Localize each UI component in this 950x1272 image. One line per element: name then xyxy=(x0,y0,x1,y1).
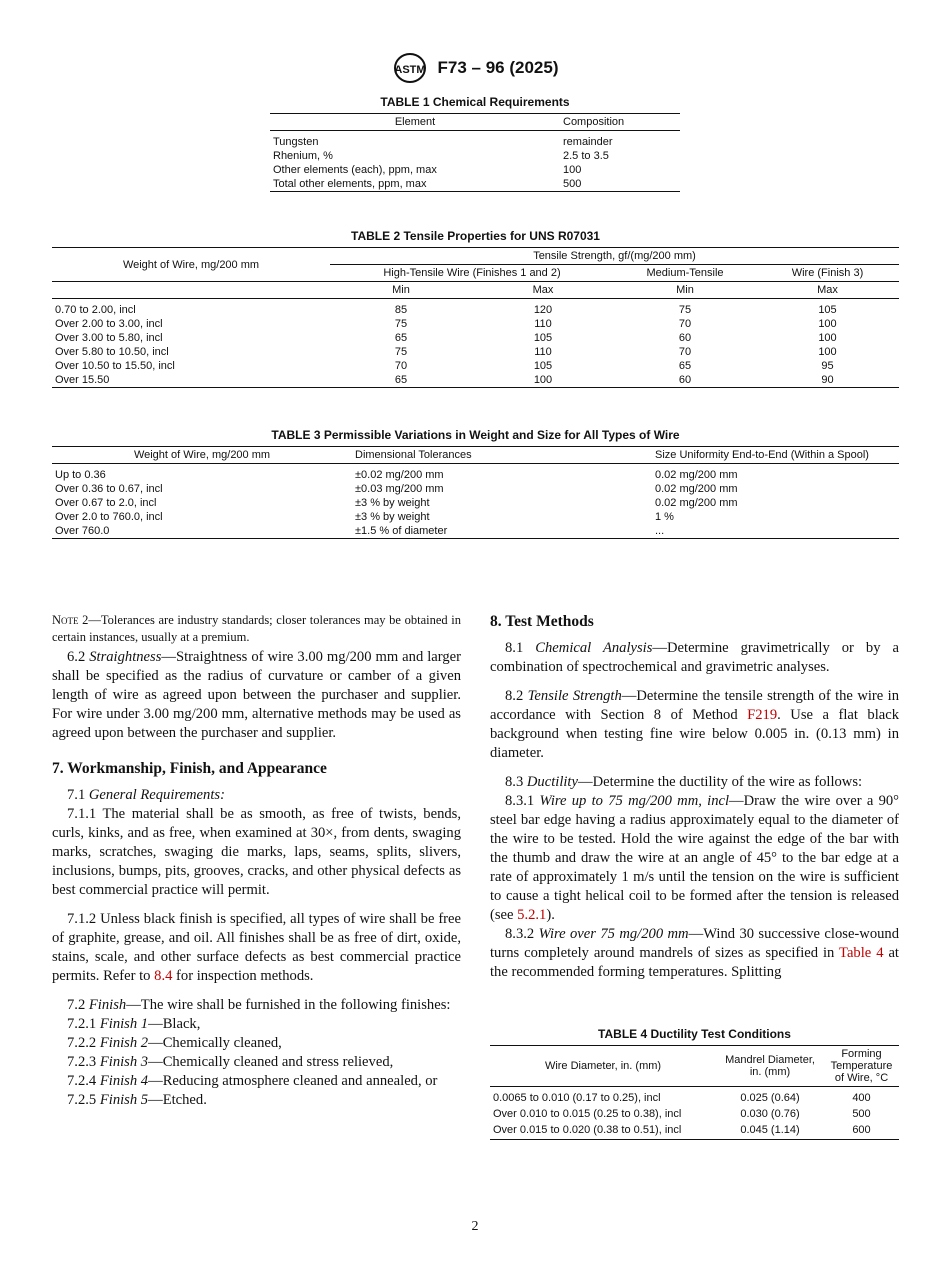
table-row: Over 10.50 to 15.50, incl 70 105 65 95 xyxy=(55,360,834,372)
left-column xyxy=(52,612,461,1110)
table2-header-min: Min xyxy=(392,284,410,296)
table2-header-min: Min xyxy=(676,284,694,296)
para-8-2: 8.2 Tensile Strength—Determine the tensile strength of the wire in accordance with Section 8 of Method F219. Use a flat black background when testing fine wire below 0.005 in. (0.13 mm) in diameter. xyxy=(490,688,900,761)
para-8-1: 8.1 Chemical Analysis—Determine gravimetrically or by a combination of spectrochemical and gravimetric analyses. xyxy=(490,640,900,675)
para-7-1-1: 7.1.1 The material shall be as smooth, as free of twists, bends, curls, kinks, and as free, when examined at 30×, from dents, swaging marks, scratches, swaging die marks, laps, seams, splits, slivers, inclusions, bumps, pits, grooves, cracks, and other physical defects as best commercial practice will permit. xyxy=(52,806,461,898)
table3-header-tolerances: Dimensional Tolerances xyxy=(355,449,472,461)
section-8-heading: 8. Test Methods xyxy=(490,613,594,630)
table-row: Over 2.00 to 3.00, incl 75 110 70 100 xyxy=(55,318,837,330)
table-row: Over 15.50 65 100 60 90 xyxy=(52,373,899,388)
table-row: Over 0.67 to 2.0, incl ±3 % by weight 0.02 mg/200 mm xyxy=(55,497,738,509)
table4-header-wire-diameter: Wire Diameter, in. (mm) xyxy=(544,1060,662,1072)
para-7-2-1: 7.2.1 Finish 1—Black, xyxy=(67,1016,201,1032)
table-row: Over 0.36 to 0.67, incl ±0.03 mg/200 mm 0.02 mg/200 mm xyxy=(55,483,738,495)
para-7-2-5: 7.2.5 Finish 5—Etched. xyxy=(67,1092,207,1108)
table2-header-strength: Tensile Strength, gf/(mg/200 mm) xyxy=(330,248,899,265)
para-7-2-4: 7.2.4 Finish 4—Reducing atmosphere cleaned and annealed, or xyxy=(67,1073,438,1089)
table2-header-weight: Weight of Wire, mg/200 mm xyxy=(122,258,260,271)
document-title: F73 – 96 (2025) xyxy=(437,58,559,77)
right-column xyxy=(490,612,899,982)
table1 xyxy=(270,113,680,192)
table-row: Over 0.010 to 0.015 (0.25 to 0.38), incl 0.030 (0.76) 500 xyxy=(493,1108,871,1120)
table-row: Rhenium, % 2.5 to 3.5 xyxy=(273,150,609,162)
table-row: Other elements (each), ppm, max 100 xyxy=(273,164,582,176)
table4 xyxy=(490,1045,899,1140)
table2-caption: TABLE 2 Tensile Properties for UNS R07031 xyxy=(351,229,600,243)
table3-header-weight: Weight of Wire, mg/200 mm xyxy=(133,449,271,461)
para-8-3-2: 8.3.2 Wire over 75 mg/200 mm—Wind 30 successive close-wound turns completely around mandrels of sizes as specified in Table 4 at the recommended forming temperatures. Splitting xyxy=(490,926,900,980)
link-5-2-1[interactable]: 5.2.1 xyxy=(517,907,547,923)
table3 xyxy=(52,446,899,539)
astm-logo-icon xyxy=(392,52,428,84)
table4-header-temperature: Forming Temperature of Wire, °C xyxy=(830,1048,893,1084)
para-8-3-1: 8.3.1 Wire up to 75 mg/200 mm, incl—Draw the wire over a 90° steel bar edge having a radius approximately equal to the diameter of the wire to be tested. Hold the wire against the edge of the bar with the thumb and draw the wire at an angle of 45° to the bar edge at a rate of approximately 1 m/s until the tension on the wire is sufficient to cause a tight helical coil to be formed after the tension is released (see 5.2.1). xyxy=(490,793,900,923)
table2 xyxy=(52,247,899,388)
table2-header-max: Max xyxy=(532,284,554,296)
table1-header-row xyxy=(270,114,680,131)
table4-caption: TABLE 4 Ductility Test Conditions xyxy=(598,1027,791,1041)
link-8-4[interactable]: 8.4 xyxy=(154,968,173,984)
table-row: Over 5.80 to 10.50, incl 75 110 70 100 xyxy=(55,346,837,358)
link-table-4[interactable]: Table 4 xyxy=(839,945,884,961)
table3-caption: TABLE 3 Permissible Variations in Weight and Size for All Types of Wire xyxy=(271,428,680,442)
table-row: Up to 0.36 ±0.02 mg/200 mm 0.02 mg/200 mm xyxy=(55,469,738,481)
section-7-heading: 7. Workmanship, Finish, and Appearance xyxy=(52,760,327,777)
table2-header-max: Max xyxy=(817,284,838,296)
table2-header-medium: Medium-Tensile xyxy=(646,267,724,279)
table2-header-row xyxy=(52,248,899,265)
table4-header-mandrel: Mandrel Diameter, in. (mm) xyxy=(725,1054,815,1078)
table-row: Over 760.0 ±1.5 % of diameter ... xyxy=(52,524,899,539)
link-f219[interactable]: F219 xyxy=(747,707,778,723)
page-number: 2 xyxy=(471,1219,479,1234)
page-header xyxy=(0,52,950,84)
table1-header-element: Element xyxy=(394,116,436,128)
para-7-2: 7.2 Finish—The wire shall be furnished in the following finishes: xyxy=(67,997,451,1013)
table1-caption: TABLE 1 Chemical Requirements xyxy=(380,95,570,109)
table3-header-uniformity: Size Uniformity End-to-End (Within a Spool) xyxy=(655,449,869,461)
table1-header-composition: Composition xyxy=(563,116,625,128)
table-row: Tungsten remainder xyxy=(273,136,613,148)
astm-logo-text: ASTM xyxy=(393,64,426,76)
table2-header-finish3: Wire (Finish 3) xyxy=(791,267,864,279)
table-row: 0.0065 to 0.010 (0.17 to 0.25), incl 0.025 (0.64) 400 xyxy=(493,1092,871,1104)
table-row: Over 3.00 to 5.80, incl 65 105 60 100 xyxy=(55,332,837,344)
para-7-1: 7.1 General Requirements: xyxy=(67,787,225,803)
table-row: 0.70 to 2.00, incl 85 120 75 105 xyxy=(55,304,837,316)
para-7-2-3: 7.2.3 Finish 3—Chemically cleaned and stress relieved, xyxy=(67,1054,394,1070)
note-2: Note 2—Tolerances are industry standards; closer tolerances may be obtained in certain instances, usually at a premium. xyxy=(52,613,461,644)
table-row: Over 0.015 to 0.020 (0.38 to 0.51), incl 0.045 (1.14) 600 xyxy=(490,1123,899,1140)
para-6-2: 6.2 Straightness—Straightness of wire 3.00 mg/200 mm and larger shall be specified as the radius of curvature or camber of a given length of wire as agreed upon between the purchaser and supplier. For wire under 3.00 mg/200 mm, alternative methods may be used as agreed upon between the purchaser and supplier. xyxy=(52,649,462,741)
table2-header-high: High-Tensile Wire (Finishes 1 and 2) xyxy=(383,267,561,279)
para-7-2-2: 7.2.2 Finish 2—Chemically cleaned, xyxy=(67,1035,282,1051)
para-7-1-2: 7.1.2 Unless black finish is specified, all types of wire shall be free of graphite, grease, and oil. All finishes shall be as free of dirt, oxide, stains, scale, and other surface defects as best commercial practice permits. Refer to 8.4 for inspection methods. xyxy=(52,911,461,984)
table-row: Total other elements, ppm, max 500 xyxy=(270,177,680,192)
para-8-3: 8.3 Ductility—Determine the ductility of the wire as follows: xyxy=(505,774,863,790)
table-row: Over 2.0 to 760.0, incl ±3 % by weight 1 % xyxy=(55,511,674,523)
table4-header-row xyxy=(490,1046,899,1087)
table3-header-row xyxy=(52,447,899,464)
